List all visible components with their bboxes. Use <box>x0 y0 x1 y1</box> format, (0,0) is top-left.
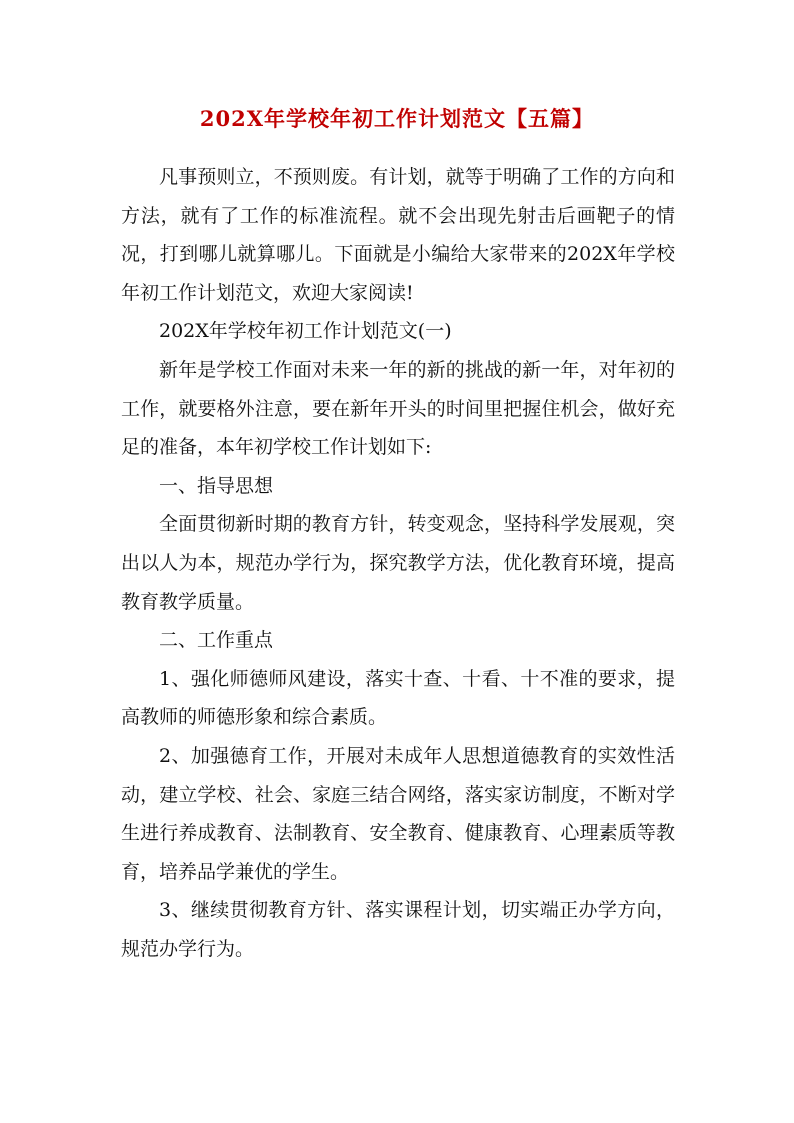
work-focus-heading: 二、工作重点 <box>159 629 274 652</box>
work-focus-item-1: 1、强化师德师风建设，落实十查、十看、十不准的要求，提高教师的师德形象和综合素质。 <box>121 667 675 729</box>
guiding-ideology-heading: 一、指导思想 <box>159 474 274 497</box>
guiding-ideology-paragraph: 全面贯彻新时期的教育方针，转变观念，坚持科学发展观，突出以人为本，规范办学行为，探究教学方法，优化教育环境，提高教育教学质量。 <box>121 513 675 613</box>
essay-1-intro-paragraph: 新年是学校工作面对未来一年的新的挑战的新一年，对年初的工作，就要格外注意，要在新年开头的时间里把握住机会，做好充足的准备，本年初学校工作计划如下: <box>121 358 675 459</box>
work-focus-item-2: 2、加强德育工作，开展对未成年人思想道德教育的实效性活动，建立学校、社会、家庭三结合网络，落实家访制度，不断对学生进行养成教育、法制教育、安全教育、健康教育、心理素质等教育，培养品学兼优的学生。 <box>121 744 675 883</box>
intro-paragraph: 凡事预则立，不预则废。有计划，就等于明确了工作的方向和方法，就有了工作的标准流程。就不会出现先射击后画靶子的情况，打到哪儿就算哪儿。下面就是小编给大家带来的202X年学校年初工作计划范文，欢迎大家阅读! <box>121 166 675 304</box>
document-title: 202X年学校年初工作计划范文【五篇】 <box>199 106 595 131</box>
section-heading-essay-1: 202X年学校年初工作计划范文(一) <box>159 320 452 343</box>
document-body <box>121 158 675 968</box>
work-focus-item-3: 3、继续贯彻教育方针、落实课程计划，切实端正办学方向，规范办学行为。 <box>121 899 675 960</box>
